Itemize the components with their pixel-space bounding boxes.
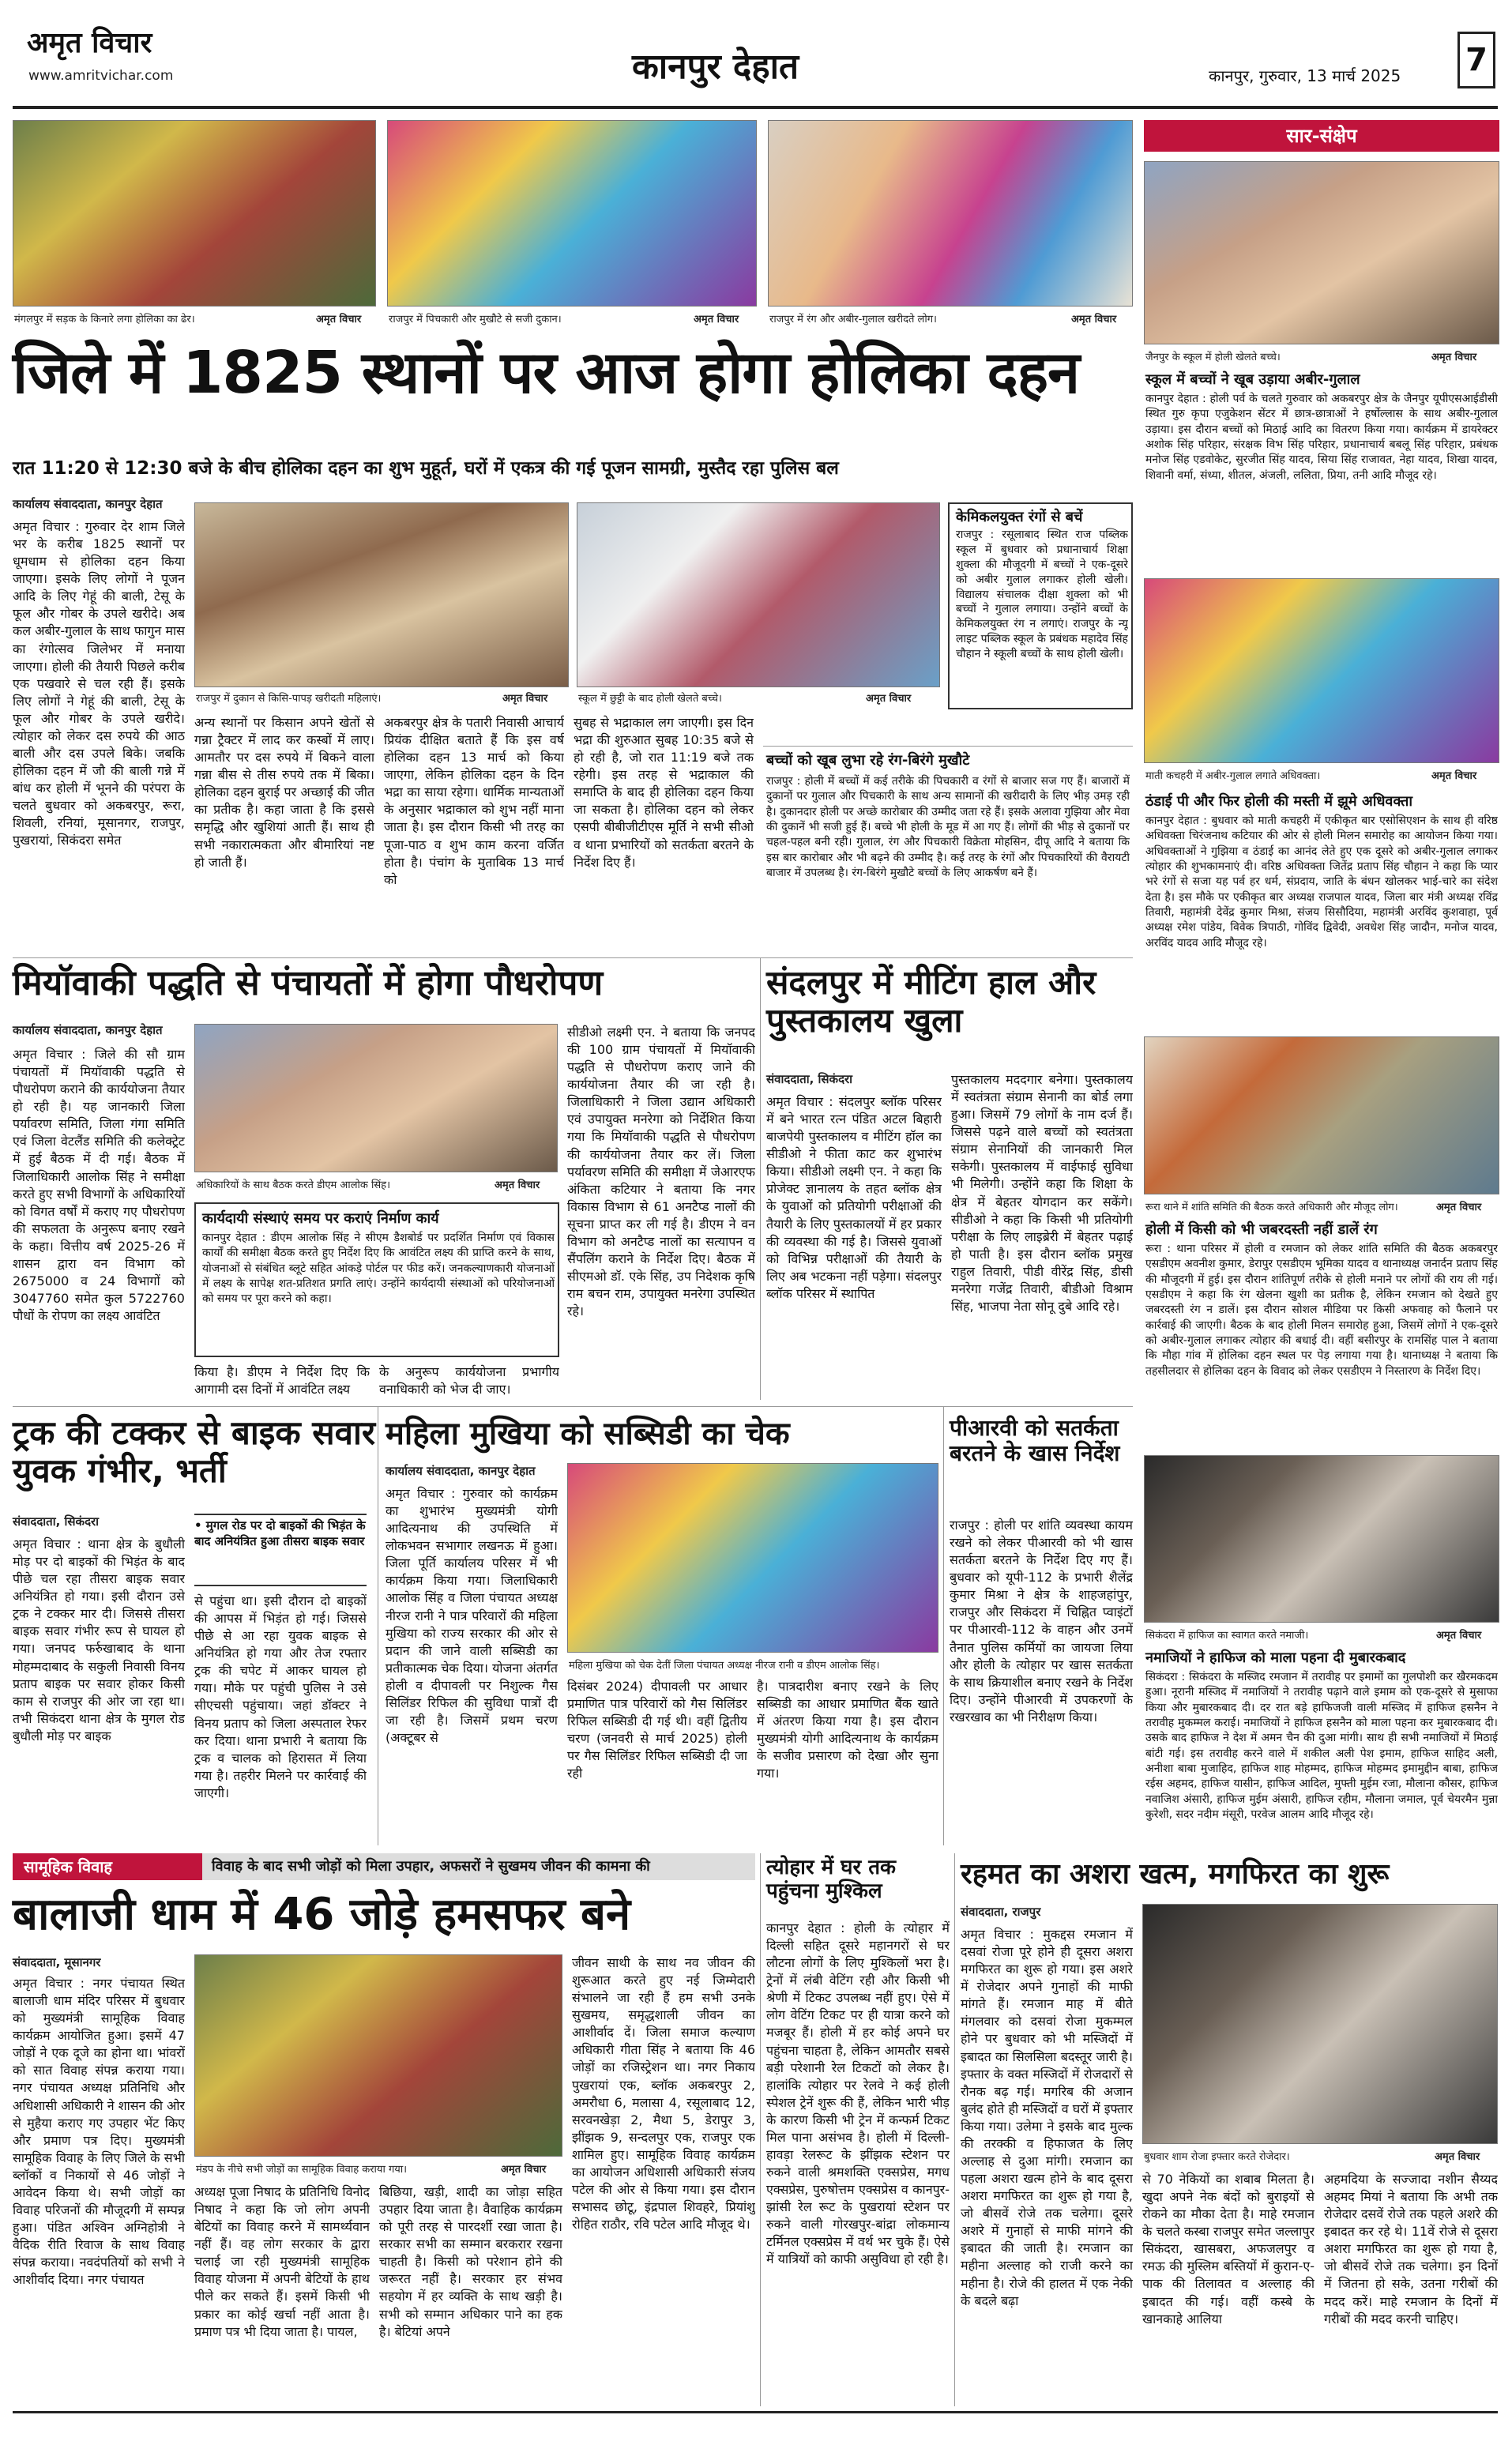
caption-iftar: बुधवार शाम रोजा इफ्तार करते रोजेदार। bbox=[1144, 2151, 1290, 2163]
photo-sidebar-advocates bbox=[1144, 578, 1499, 763]
bottom-rule bbox=[13, 2411, 1498, 2413]
lead-col3: अकबरपुर क्षेत्र के पतारी निवासी आचार्य प्रियंक दीक्षित बताते हैं कि इस वर्ष होलिका दहन 13 मार्च को किया जाएगा, लेकिन होलिका दहन के दिन भद्रा का साया रहेगा। धार्मिक मान्यताओं के अनुसार भद्राकाल को शुभ नहीं माना जाता है। इस दौरान किसी भी तरह का पूजा-पाठ व शुभ काम करना वर्जित होता है। पंचांग के मुताबिक 13 मार्च को bbox=[384, 715, 564, 887]
photo-holika-heap bbox=[13, 120, 376, 307]
caption-subsidy-cheque: महिला मुखिया को चेक देतीं जिला पंचायत अध्यक्ष नीरज रानी व डीएम आलोक सिंह। bbox=[569, 1660, 880, 1672]
lead-col2: अन्य स्थानों पर किसान अपने खेतों से गन्ना ट्रैक्टर में लाद कर कस्बों में लाए। आमतौर पर दस रुपये में बिकने वाला गन्ना बीस से तीस रुपये तक में बिका। होलिका दहन बुराई पर अच्छाई की जीत का प्रतीक है। कहा जाता है कि इससे समृद्धि और खुशियां आती हैं। साथ ही सभी नकारात्मकता और बीमारियां नष्ट हो जाती हैं। bbox=[194, 715, 374, 870]
subsidy-byline: कार्यालय संवाददाता, कानपुर देहात bbox=[386, 1464, 536, 1478]
credit-sidebar-hafiz: अमृत विचार bbox=[1436, 1630, 1482, 1642]
samuhik-col2: अध्यक्ष पूजा निषाद के प्रतिनिधि विनोद निषाद ने कहा कि जो लोग अपनी बेटियों का विवाह करने में सामर्थ्यवान नहीं हैं। वह लोग सरकार के द्वारा चलाई जा रही मुख्यमंत्री सामूहिक विवाह योजना में अपनी बेटियों के हाथ पीले कर सकते हैं। इसमें किसी भी प्रकार का कोई खर्चा नहीं आता है। प्रमाण पत्र भी दिया जाता है। पायल, bbox=[194, 2184, 370, 2339]
lead-col4: सुबह से भद्राकाल लग जाएगी। इस दिन भद्रा की शुरुआत सुबह 10:35 बजे से हो रही है, जो रात 11:19 बजे तक रहेगी। इस तरह से भद्राकाल की समाप्ति के बाद ही होलिका दहन किया जा सकता है। होलिका दहन को लेकर एसपी बीबीजीटीएस मूर्ति ने सभी सीओ व थाना प्रभारियों को सतर्कता बरतने के निर्देश दिए हैं। bbox=[574, 715, 754, 870]
sandalpur-col2: पुस्तकालय मददगार बनेगा। पुस्तकालय में स्वतंत्रता संग्राम सेनानी का बोर्ड लगा हुआ। जिसमें 79 लोगों के नाम दर्ज हैं। जिससे पढ़ने वाले बच्चों को स्वतंत्रता संग्राम सेनानियों की जानकारी मिल सकेगी। पुस्तकालय में वाईफाई सुविधा भी मिलेगी। उन्होंने कहा कि शिक्षा के क्षेत्र में बेहतर योगदान कर सकेंगे। सीडीओ ने कहा कि किसी भी प्रतियोगी परीक्षा के लिए लाइब्रेरी में बेहतर पढ़ाई हो पाती है। इस दौरान ब्लॉक प्रमुख राहुल तिवारी, पीडी वीरेंद्र सिंह, डीसी मनरेगा गजेंद्र तिवारी, बीडीओ विश्राम सिंह, भाजपा नेता सोनू दुबे आदि रहे। bbox=[951, 1072, 1133, 1315]
sidebar-s4-title: नमाजियों ने हाफिज को माला पहना दी मुबारकबाद bbox=[1145, 1649, 1406, 1666]
caption-mass-wedding: मंडप के नीचे सभी जोड़ों का सामूहिक विवाह कराया गया। bbox=[196, 2164, 408, 2176]
box-kids-text: राजपुर : होली में बच्चों में कई तरीके की पिचकारी व रंगों से बाजार सज गए हैं। बाजारों में दुकानों पर गुलाल और पिचकारी के साथ अन्य सामानों की खरीदारी के लिए भीड़ उमड़ रही है। दुकानदार होली पर अच्छे कारोबार की उम्मीद जता रहे हैं। इसके अलावा गुझिया और मेवा की दुकानें भी सजी हुई हैं। बच्चे भी होली के मूड में आ गए हैं। लोगों की भीड़ से दुकानों पर चहल-पहल बनी रही। गुलाल, रंग और पिचकारी विक्रेता मोहसिन, दीपू आदि ने बताया कि इस बार कारोबार और भी बढ़ने की उम्मीद है। कई तरह के रंगों और पिचकारियों की वैरायटी बाजार में उपलब्ध है। रंग-बिरंगे मुखौटे बच्चों के लिए आकर्षण बने हैं। bbox=[766, 775, 1130, 879]
photo-sidebar-peace-meeting bbox=[1144, 1036, 1499, 1194]
caption-papad-shop: राजपुर में दुकान से किसि-पापड़ खरीदती महिलाएं। bbox=[196, 693, 382, 705]
box-chemical-text: राजपुर : रसूलाबाद स्थित राज पब्लिक स्कूल में बुधवार को प्रधानाचार्य शिक्षा शुक्ला की मौजूदगी में बच्चों ने एक-दूसरे को अबीर गुलाल लगाकर होली खेली। विद्यालय संचालक दीक्षा शुक्ला को भी बच्चों ने गुलाल लगाया। उन्होंने बच्चों के केमिकलयुक्त रंग न लगाएं। राजपुर के न्यू लाइट पब्लिक स्कूल के प्रबंधक महादेव सिंह चौहान ने स्कूली बच्चों के साथ होली खेली। bbox=[956, 528, 1128, 661]
sidebar-header: सार-संक्षेप bbox=[1144, 120, 1499, 152]
photo-school-holi bbox=[577, 502, 940, 687]
box-chemical-colors bbox=[948, 502, 1133, 709]
rahmat-divider bbox=[954, 1853, 955, 2406]
lead-headline: जिले में 1825 स्थानों पर आज होगा होलिका दहन bbox=[13, 339, 1080, 407]
miyawaki-top-rule bbox=[13, 957, 1133, 958]
credit-papad-shop: अमृत विचार bbox=[502, 693, 548, 705]
brand-logo: अमृत विचार bbox=[27, 27, 152, 59]
sidebar-s2-title: ठंडाई पी और फिर होली की मस्ती में झूमे अधिवक्ता bbox=[1145, 793, 1413, 810]
page-number: 7 bbox=[1457, 32, 1495, 88]
caption-mask-shop: राजपुर में पिचकारी और मुखौटे से सजी दुकान। bbox=[389, 314, 562, 325]
samuhik-tag: सामूहिक विवाह bbox=[13, 1853, 202, 1880]
miyawaki-col1: अमृत विचार : जिले की सौ ग्राम पंचायतों में मियॉवाकी पद्धति से पौधरोपण कराने की कार्ययोजना तैयार हो रही है। यह जानकारी जिला पर्यावरण समिति, जिला गंगा समिति एवं जिला वेटलैंड समिति की कलेक्ट्रेट में हुई बैठक में दी गई। बैठक में जिलाधिकारी आलोक सिंह ने समीक्षा करते हुए सभी विभागों के अधिकारियों को विगत वर्षों में कराए गए पौधरोपण की सफलता के अनुरूप बनाए रखने के कहा। वित्तीय वर्ष 2025-26 में शासन द्वारा वन विभाग को 2675000 व 24 विभागों को 3047760 समेत कुल 5722760 पौधों के रोपण का लक्ष्य आवंटित bbox=[13, 1047, 185, 1324]
truck-headline: ट्रक की टक्कर से बाइक सवार युवक गंभीर, भर्ती bbox=[13, 1413, 376, 1491]
rahmat-col1: अमृत विचार : मुकद्दस रमजान में दसवां रोजा पूरे होने ही दूसरा अशरा मगफिरत का शुरू हो गया। इस अशरे में रोजेदार अपने गुनाहों की माफी मांगते हैं। रमजान माह में बीते मंगलवार को दसवां रोजा मुकम्मल होने पर बुधवार को भी मस्जिदों में इबादत का सिलसिला बदस्तूर जारी है। इफ्तार के वक्त मस्जिदों में रोजदारों से रौनक बढ़ गई। मगरिब की अजान बुलंद होते ही मस्जिदों व घरों में इफ्तार किया गया। उलेमा ने इसके बाद मुल्क की तरक्की व हिफाजत के लिए अल्लाह से दुआ मांगी। रमजान का पहला अशरा खत्म होने के बाद दूसरा अशरा मगफिरत का शुरू हो गया है, जो बीसवें रोजे तक चलेगा। दूसरे अशरे में गुनाहों से माफी मांगने की इबादत की जाती है। रमजान का महीना अल्लाह को राजी करने का महीना है। रोजे की हालत में एक नेकी के बदले बढ़ा bbox=[961, 1927, 1133, 2308]
samuhik-headline: बालाजी धाम में 46 जोड़े हमसफर बने bbox=[13, 1889, 631, 1940]
photo-sidebar-hafiz bbox=[1144, 1455, 1499, 1623]
miyawaki-col-end2: के अनुरूप कार्ययोजना प्रभागीय वनाधिकारी को भेज दी जाए। bbox=[379, 1364, 559, 1397]
sidebar-s3-text: रूरा : थाना परिसर में होली व रमजान को लेकर शांति समिति की बैठक अकबरपुर एसडीएम अवनीश कुमार, डेरापुर एसडीएम भूमिका यादव व थानाध्यक्ष जनार्दन प्रताप सिंह की मौजूदगी में हुई। इस दौरान शांतिपूर्ण तरीके से होली मनाने पर लोगों की राय ली गई। एसडीएम ने कहा कि रंग खेलना खुशी का प्रतीक है, लेकिन रमजान को देखते हुए जबरदस्ती रंग न डालें। इस दौरान सोशल मीडिया पर किसी अफवाह को फैलाने पर कार्रवाई की जाएगी। बैठक के बाद होली मिलन समारोह हुआ, जिसमें लोगों ने एक-दूसरे को अबीर-गुलाल लगाकर त्योहार की बधाई दी। वहीं बसीरपुर के रामसिंह पाल ने बताया कि मौहा गांव में होलिका दहन स्थल पर पेड़ लगाया गया है। थानाध्यक्ष ने बताया कि तहसीलदार से होलिका दहन के विवाद को लेकर एसडीएम ने निस्तारण के निर्देश दिए। bbox=[1145, 1243, 1498, 1378]
samuhik-col1: अमृत विचार : नगर पंचायत स्थित बालाजी धाम मंदिर परिसर में बुधवार को मुख्यमंत्री सामूहिक विवाह कार्यक्रम आयोजित हुआ। इसमें 47 जोड़ों ने एक दूजे का होना था। भांवरों को सात विवाह संपन्न कराया गया। नगर पंचायत अध्यक्ष प्रतिनिधि और अधिशासी अधिकारी ने शासन की ओर से मुहैया कराए गए उपहार भेंट किए और प्रमाण पत्र दिए। मुख्यमंत्री सामूहिक विवाह के लिए जिले के सभी ब्लॉकों व निकायों से 46 जोड़ों ने आवेदन किया थे। सभी जोड़ों का विवाह परिजनों की मौजूदगी में सम्पन्न हुआ। पंडित अश्विन अग्निहोत्री ने वैदिक रीति रिवाज के साथ विवाह संपन्न कराया। नवदंपतियों को सभी ने आशीर्वाद दिया। नगर पंचायत bbox=[13, 1976, 185, 2288]
caption-holika-heap: मंगलपुर में सड़क के किनारे लगा होलिका का ढेर। bbox=[14, 314, 195, 325]
prv-text: राजपुर : होली पर शांति व्यवस्था कायम रखने को लेकर पीआरवी को भी खास सतर्कता बरतने के निर्देश दिए गए हैं। बुधवार को यूपी-112 के प्रभारी शैलेंद्र कुमार मिश्रा ने क्षेत्र के शाहजहांपुर, राजपुर और सिकंदरा में चिह्नित प्वाइंटों पर पीआरवी-112 के वाहन और उनमें तैनात पुलिस कर्मियों का जायजा लिया और होली के त्योहार पर खास सतर्कता के साथ क्रियाशील बनाए रखने के निर्देश दिए। उन्होंने पीआरवी में उपकरणों के रखरखाव का भी निरीक्षण किया। bbox=[950, 1518, 1133, 1725]
sandalpur-headline: संदलपुर में मीटिंग हाल और पुस्तकालय खुला bbox=[766, 963, 1096, 1040]
site-url: www.amritvichar.com bbox=[28, 68, 174, 84]
travel-headline: त्योहार में घर तक पहुंचना मुश्किल bbox=[766, 1856, 897, 1903]
photo-dm-meeting bbox=[194, 1024, 558, 1172]
credit-holika-heap: अमृत विचार bbox=[316, 314, 362, 325]
credit-sidebar-advocates: अमृत विचार bbox=[1431, 770, 1477, 782]
sidebar-s1-title: स्कूल में बच्चों ने खूब उड़ाया अबीर-गुलाल bbox=[1145, 371, 1360, 388]
lead-subheadline: रात 11:20 से 12:30 बजे के बीच होलिका दहन का शुभ मुहूर्त, घरों में एकत्र की गई पूजन सामग्री, मुस्तैद रहा पुलिस बल bbox=[13, 458, 839, 479]
samuhik-col3: बिछिया, खड़ी, शादी का जोड़ा सहित उपहार दिया जाता है। वैवाहिक कार्यक्रम को पूरी तरह से पारदर्शी रखा जाता है। सरकार सभी का सम्मान बरकरार रखना चाहती है। किसी को परेशान होने की जरूरत नहीं है। सरकार हर संभव सहयोग में हर व्यक्ति के साथ खड़ी है। सभी को सम्मान अधिकार पाने का हक है। बेटियां अपने bbox=[379, 2184, 562, 2339]
sandalpur-divider bbox=[760, 957, 761, 1400]
caption-dm-meeting: अधिकारियों के साथ बैठक करते डीएम आलोक सिंह। bbox=[196, 1179, 391, 1191]
photo-iftar bbox=[1142, 1904, 1498, 2144]
caption-sidebar-school: जैनपुर के स्कूल में होली खेलते बच्चे। bbox=[1145, 352, 1281, 363]
caption-school-holi: स्कूल में छुट्टी के बाद होली खेलते बच्चे। bbox=[578, 693, 722, 705]
photo-color-buyers bbox=[768, 120, 1133, 307]
prv-headline: पीआरवी को सतर्कता बरतने के खास निर्देश bbox=[950, 1415, 1120, 1467]
rahmat-col3: अहमदिया के सज्जादा नशीन सैय्यद अहमद मियां ने बताया कि अभी तक रोजेदार दसवें रोजे तक पहले अशरे की इबादत कर रहे थे। 11वें रोजे से दूसरा अशरा मगफिरत का शुरू हो गया है, जो बीसवें रोजे तक चलेगा। इन दिनों में जितना हो सके, उतना गरीबों की मदद करें। माहे रमजान के दिनों में गरीबों की मदद करनी चाहिए। bbox=[1324, 2172, 1498, 2327]
prv-divider bbox=[943, 1406, 944, 1845]
miyawaki-col-end1: किया है। डीएम ने निर्देश दिए कि आगामी दस दिनों में आवंटित लक्ष्य bbox=[194, 1364, 370, 1397]
truck-col2: से पहुंचा था। इसी दौरान दो बाइकों की आपस में भिड़ंत हो गई। जिससे पीछे से आ रहा युवक बाइक से अनियंत्रित हो गया और तेज रफ्तार ट्रक की चपेट में आकर घायल हो गया। मौके पर पहुंची पुलिस ने उसे सीएचसी पहुंचाया। जहां डॉक्टर ने विनय प्रताप को जिला अस्पताल रेफर कर दिया। थाना प्रभारी ने बताया कि ट्रक व चालक को हिरासत में लिया गया है। तहरीर मिलने पर कार्रवाई की जाएगी। bbox=[194, 1593, 367, 1800]
photo-mass-wedding bbox=[194, 1954, 562, 2157]
dateline: कानपुर, गुरुवार, 13 मार्च 2025 bbox=[1209, 66, 1401, 85]
sidebar-s1-text: कानपुर देहात : होली पर्व के चलते गुरुवार को अकबरपुर क्षेत्र के जैनपुर यूपीएसआईडीसी स्थित गुरु कृपा एजुकेशन सेंटर में छात्र-छात्राओं ने हर्षोल्लास के साथ अबीर-गुलाल उड़ाया। इस दौरान बच्चों को मिठाई आदि का वितरण किया गया। कार्यक्रम में डायरेक्टर अशोक सिंह परिहार, संरक्षक विभ सिंह परिहार, प्रधानाचार्य बबलू सिंह परिहार, प्रबंधक मनोज सिंह एडवोकेट, सुरजीत सिंह यादव, सिया सिंह राजावत, नेहा यादव, शिखा यादव, शिवानी वर्मा, संध्या, शीतल, अंजली, ललिता, प्रिया, तनी आदि मौजूद रहे। bbox=[1145, 393, 1498, 482]
rahmat-byline: संवाददाता, राजपुर bbox=[961, 1905, 1041, 1919]
subsidy-headline: महिला मुखिया को सब्सिडी का चेक bbox=[386, 1416, 790, 1452]
lead-col1: अमृत विचार : गुरुवार देर शाम जिले भर के करीब 1825 स्थानों पर धूमधाम से होलिका दहन किया जाएगा। इसके लिए लोगों ने पूजन आदि के लिए गेहूं की बाली, टेसू के फूल और गोबर के उपले खरीदे। अब कल अबीर-गुलाल के साथ फागुन मास का रंगोत्सव जिलेभर में मनाया जाएगा। होली की तैयारी पिछले करीब एक पखवारे से चल रही हैं। इसके लिए लोगों ने गेहूं की बाली, टेसू के फूल और गोबर के उपले खरीदे। त्योहार को लेकर दस रुपये की आठ बाली और दस उपले बिके। जबकि होलिका दहन में जौ की बाली गन्ने में बांध कर होली में भूनने की परंपरा के चलते बुधवार को अकबरपुर, रूरा, शिवली, रनियां, मूसानगर, राजपुर, पुखरायां, सिकंदरा समेत bbox=[13, 519, 185, 848]
box-chemical-title: केमिकलयुक्त रंगों से बचें bbox=[956, 507, 1128, 526]
miyawaki-byline: कार्यालय संवाददाता, कानपुर देहात bbox=[13, 1023, 163, 1037]
sandalpur-byline: संवाददाता, सिकंदरा bbox=[766, 1072, 853, 1086]
caption-sidebar-hafiz: सिकंदरा में हाफिज का स्वागत करते नमाजी। bbox=[1145, 1630, 1309, 1642]
photo-mask-shop bbox=[387, 120, 757, 307]
truck-byline: संवाददाता, सिकंदरा bbox=[13, 1514, 100, 1529]
travel-divider bbox=[760, 1853, 761, 2406]
travel-text: कानपुर देहात : होली के त्योहार में दिल्ली सहित दूसरे महानगरों से घर लौटना लोगों के लिए मुश्किलों भरा है। ट्रेनों में लंबी वेटिंग रही और किसी भी श्रेणी में टिकट उपलब्ध नहीं हुए। ऐसे में लोग वेटिंग टिकट पर ही यात्रा करने को मजबूर हैं। होली में हर कोई अपने घर पहुंचना चाहता है, लेकिन आमतौर सबसे बड़ी परेशानी रेल टिकटों को लेकर है। हालांकि त्योहार पर रेलवे ने कई होली स्पेशल ट्रेनें शुरू की हैं, लेकिन भारी भीड़ के कारण किसी भी ट्रेन में कन्फर्म टिकट मिल पाना असंभव है। होली में दिल्ली-हावड़ा रेलरूट के झींझक स्टेशन पर रुकने वाली श्रमशक्ति एक्सप्रेस, मगध एक्सप्रेस, पुरुषोत्तम एक्सप्रेस व कानपुर-झांसी रेल रूट के पुखरायां स्टेशन पर रुकने वाली गोरखपुर-बांद्रा लोकमान्य टर्मिनल एक्सप्रेस में वर्थ भर चुके हैं। ऐसे में यात्रियों को काफी असुविधा हो रही है। bbox=[766, 1920, 950, 2267]
samuhik-kicker: विवाह के बाद सभी जोड़ों को मिला उपहार, अफसरों ने सुखमय जीवन की कामना की bbox=[202, 1853, 755, 1880]
subsidy-col2: दिसंबर 2024) दीपावली पर आधार प्रमाणित पात्र परिवारों को गैस सिलिंडर रिफिल सब्सिडी दी गई थी। वहीं द्वितीय चरण (जनवरी से मार्च 2025) होली पर गैस सिलिंडर रिफिल सब्सिडी दी जा रही bbox=[567, 1679, 747, 1781]
rahmat-col2: से 70 नेकियों का शबाब मिलता है। खुदा अपने नेक बंदों को बुराइयों से रोकने का मौका देता है। माहे रमजान के चलते कस्बा राजपुर समेत जल्लापुर सिकंदरा, खासबरा, अफजलपुर व रमऊ की मुस्लिम बस्तियों में कुरान-ए-पाक की तिलावत व अल्लाह की इबादत की गई। वहीं कस्बे के खानकाहे आलिया bbox=[1142, 2172, 1315, 2327]
credit-mass-wedding: अमृत विचार bbox=[501, 2164, 547, 2176]
subsidy-col1: अमृत विचार : गुरुवार को कार्यक्रम का शुभारंभ मुख्यमंत्री योगी आदित्यनाथ की उपस्थिति में लोकभवन सभागार लखनऊ में हुआ। जिला पूर्ति कार्यालय परिसर में भी कार्यक्रम किया गया। जिलाधिकारी आलोक सिंह व जिला पंचायत अध्यक्ष नीरज रानी ने पात्र परिवारों की महिला मुखिया को राज्य सरकार की ओर से प्रदान की जाने वाली सब्सिडी का प्रतीकात्मक चेक दिया। योजना अंतर्गत होली व दीपावली पर निशुल्क गैस सिलिंडर रिफिल की सुविधा पात्रों दी जा रही है। जिसमें प्रथम चरण (अक्टूबर से bbox=[386, 1486, 558, 1746]
masthead bbox=[0, 0, 1512, 118]
credit-iftar: अमृत विचार bbox=[1435, 2151, 1480, 2163]
lead-byline: कार्यालय संवाददाता, कानपुर देहात bbox=[13, 497, 163, 511]
photo-papad-shop bbox=[194, 502, 569, 687]
samuhik-col4: जीवन साथी के साथ नव जीवन की शुरूआत करते हुए नई जिम्मेदारी संभालने जा रही हैं हम सभी उनके सुखमय, समृद्धशाली जीवन का आशीर्वाद दें। जिला समाज कल्याण अधिकारी गीता सिंह ने बताया कि 46 जोड़ों का रजिस्ट्रेशन था। नगर निकाय पुखरायां एक, ब्लॉक अकबरपुर 2, अमरौधा 6, मलासा 4, रसूलाबाद 12, सरवनखेड़ा 2, मैथा 5, डेरापुर 3, झींझक 9, सन्दलपुर एक, राजपुर एक शामिल हुए। सामूहिक विवाह कार्यक्रम का आयोजन अधिशासी अधिकारी संजय पटेल की ओर से किया गया। इस दौरान सभासद छोटू, इंद्रपाल शिवहरे, प्रियांशु रोहित राठौर, रवि पटेल आदि मौजूद थे। bbox=[572, 1955, 755, 2232]
sidebar-s2-text: कानपुर देहात : बुधवार को माती कचहरी में एकीकृत बार एसोसिएशन के साथ ही वरिष्ठ अधिवक्ता चिरंजनाथ कटियार की ओर से होली मिलन समारोह का आयोजन किया गया। अधिवक्ताओं ने गुझिया व ठंडाई का आनंद लेते हुए एक दूसरे को अबीर-गुलाल लगाकर त्योहार की शुभकामनाएं दी। वरिष्ठ अधिवक्ता जितेंद्र प्रताप सिंह चौहान ने कहा कि प्यार भरे रंगों से सजा यह पर्व हर धर्म, संप्रदाय, जाति के बंधन खोलकर भाई-चारे का संदेश देता है। इस मौके पर एकीकृत बार अध्यक्ष राजपाल यादव, जिला बार मंत्री अध्यक्ष रविंद्र तिवारी, महामंत्री देवेंद्र कुमार मिश्रा, संजय सिसौदिया, महामंत्री अरविंद कुशवाहा, पूर्व अध्यक्ष रमेश पांडेय, विवेक त्रिपाठी, गोविंद द्विवेदी, अवधेश सिंह जादौन, मनोज यादव, अरविंद यादव आदि मौजूद रहे। bbox=[1145, 814, 1498, 950]
photo-subsidy-cheque bbox=[567, 1463, 938, 1653]
box-construction bbox=[194, 1202, 559, 1357]
truck-col1: अमृत विचार : थाना क्षेत्र के बुधौली मोड़ पर दो बाइकों की भिड़ंत के बाद पीछे चल रहा तीसरा बाइक सवार अनियंत्रित हो गया। इसी दौरान उसे ट्रक ने टक्कर मार दी। जिससे तीसरा बाइक सवार गंभीर रूप से घायल हो गया। जनपद फर्रुखाबाद के थाना मोहम्मदाबाद के सकुली निवासी विनय प्रताप बाइक पर सवार होकर किसी काम से राजपुर की ओर जा रहा था। तभी सिकंदरा थाना क्षेत्र के मुगल रोड बुधौली मोड़ पर बाइक bbox=[13, 1537, 185, 1743]
credit-school-holi: अमृत विचार bbox=[866, 693, 912, 705]
credit-color-buyers: अमृत विचार bbox=[1071, 314, 1117, 325]
credit-dm-meeting: अमृत विचार bbox=[495, 1179, 540, 1191]
caption-color-buyers: राजपुर में रंग और अबीर-गुलाल खरीदते लोग। bbox=[769, 314, 937, 325]
caption-sidebar-advocates: माती कचहरी में अबीर-गुलाल लगाते अधिवक्ता। bbox=[1145, 770, 1321, 782]
samuhik-byline: संवाददाता, मूसानगर bbox=[13, 1955, 101, 1969]
subsidy-col3: है। पात्रदारीश बनाए रखने के लिए सब्सिडी का आधार प्रमाणित बैंक खाते में अंतरण किया गया है। इस दौरान मुख्यमंत्री योगी आदित्यनाथ के कार्यक्रम के सजीव प्रसारण को देखा और सुना गया। bbox=[757, 1679, 938, 1781]
truck-top-rule bbox=[13, 1406, 1133, 1407]
box-construction-title: कार्यदायी संस्थाएं समय पर कराएं निर्माण कार्य bbox=[202, 1210, 439, 1227]
caption-sidebar-peace-meeting: रूरा थाने में शांति समिति की बैठक करते अधिकारी और मौजूद लोग। bbox=[1145, 1202, 1398, 1213]
miyawaki-headline: मियॉवाकी पद्धति से पंचायतों में होगा पौधरोपण bbox=[13, 963, 604, 1003]
truck-pull-quote: • मुगल रोड पर दो बाइकों की भिड़ंत के बाद अनियंत्रित हुआ तीसरा बाइक सवार bbox=[194, 1514, 367, 1586]
box-kids-title: बच्चों को खूब लुभा रहे रंग-बिरंगे मुखौटे bbox=[766, 752, 970, 769]
masthead-rule bbox=[13, 106, 1498, 109]
box-kids-rule bbox=[763, 746, 1133, 747]
box-construction-text: कानपुर देहात : डीएम आलोक सिंह ने सीएम डैशबोर्ड पर प्रदर्शित निर्माण एवं विकास कार्यों की समीक्षा बैठक करते हुए निर्देश दिए कि आवंटित लक्ष्य की प्राप्ति करने के साथ, योजनाओं से संबंधित ब्लूटे सहित आंकड़े पोर्टल पर फीड करें। जनकल्याणकारी योजनाओं में लक्ष्य के सापेक्ष शत-प्रतिशत प्रगति लाएं। उन्होंने कार्यदायी संस्थाओं को परियोजनाओं को समय पर पूरा करने को कहा। bbox=[202, 1232, 555, 1306]
sidebar-s4-text: सिकंदरा : सिकंदरा के मस्जिद रमजान में तरावीह पर इमामों का गुलपोशी कर खैरमकदम हुआ। नूरानी मस्जिद में नमाजियों ने तरावीह पढ़ाने वाले इमाम को एक-दूसरे से मुसाफा किया और मुबारकबाद दी। दर रात बड़े हाफिजजी वाली मस्जिद में हाफिज हसनैन ने तरावीह मुकम्मल कराई। नमाजियों ने हाफिज हसनैन को माला पहना कर मुबारकबाद दी। उसके बाद हाफिज ने देश में अमन चैन की दुआ मांगी। साथ ही सभी नमाजियों में मिठाई बांटी गई। इस तरावीह करने वाले में शकील अली पेश इमाम, हाफिज साहिद अली, अनीशा बाबा मुजाहिद, हाफिज शाह मोहम्मद, हाफिज मोहम्मद इमामुद्दीन बाबा, हाफिज रईस अहमद, हाफिज यासीन, हाफिज आदिल, मुफ्ती मुईम रजा, मौलाना कौसर, हाफिज नवाजिश अंसारी, हाफिज मुईम अंसारी, हाफिज रहीम, मौलाना जमाल, पूर्व चेयरमैन मुन्ना कुरेशी, सदर नदीम मंसूरी, परवेज आलम आदि मौजूद रहे। bbox=[1145, 1671, 1498, 1821]
sidebar-s3-title: होली में किसी को भी जबरदस्ती नहीं डालें रंग bbox=[1145, 1221, 1378, 1238]
miyawaki-col2: सीडीओ लक्ष्मी एन. ने बताया कि जनपद की 100 ग्राम पंचायतों में मियॉवाकी पद्धति से पौधरोपण कराए जाने की कार्ययोजना तैयार की जा रही है। जिलाधिकारी ने जिला उद्यान अधिकारी एवं उपायुक्त मनरेगा को निर्देशित किया गया कि मियॉवाकी पद्धति से पौधरोपण की कार्ययोजना तैयार कर लें। जिला पर्यावरण समिति की समीक्षा में जेआरएफ अंकिता कटियार ने बताया कि नगर विकास विभाग से 61 अनटैप्ड नालों की सूचना प्राप्त कर ली गई है। डीएम ने वन विभाग को अनटैप्ड नालों का सत्यापन व सैंपलिंग कराने के निर्देश दिए। बैठक में सीएमओ डॉ. एके सिंह, उप निदेशक कृषि राम बचन राम, उपायुक्त मनरेगा उपस्थित रहे। bbox=[567, 1025, 755, 1319]
credit-mask-shop: अमृत विचार bbox=[694, 314, 739, 325]
rahmat-headline: रहमत का अशरा खत्म, मगफिरत का शुरू bbox=[961, 1858, 1390, 1890]
credit-sidebar-school: अमृत विचार bbox=[1431, 352, 1477, 363]
photo-sidebar-school bbox=[1144, 161, 1499, 344]
sandalpur-col1: अमृत विचार : संदलपुर ब्लॉक परिसर में बने भारत रत्न पंडित अटल बिहारी बाजपेयी पुस्तकालय व मीटिंग हॉल का सीडीओ ने फीता काट कर शुभारंभ किया। सीडीओ लक्ष्मी एन. ने कहा कि प्रोजेक्ट ज्ञानालय के तहत ब्लॉक क्षेत्र के युवाओं को प्रतियोगी परीक्षाओं की तैयारी के लिए पुस्तकालयों में हर प्रकार की व्यवस्था की गई है। जिससे युवाओं को विभिन्न परीक्षाओं की तैयारी के लिए अब भटकना नहीं पड़ेगा। संदलपुर ब्लॉक परिसर में स्थापित bbox=[766, 1094, 942, 1301]
section-title: कानपुर देहात bbox=[632, 47, 799, 87]
credit-sidebar-peace-meeting: अमृत विचार bbox=[1436, 1202, 1482, 1213]
